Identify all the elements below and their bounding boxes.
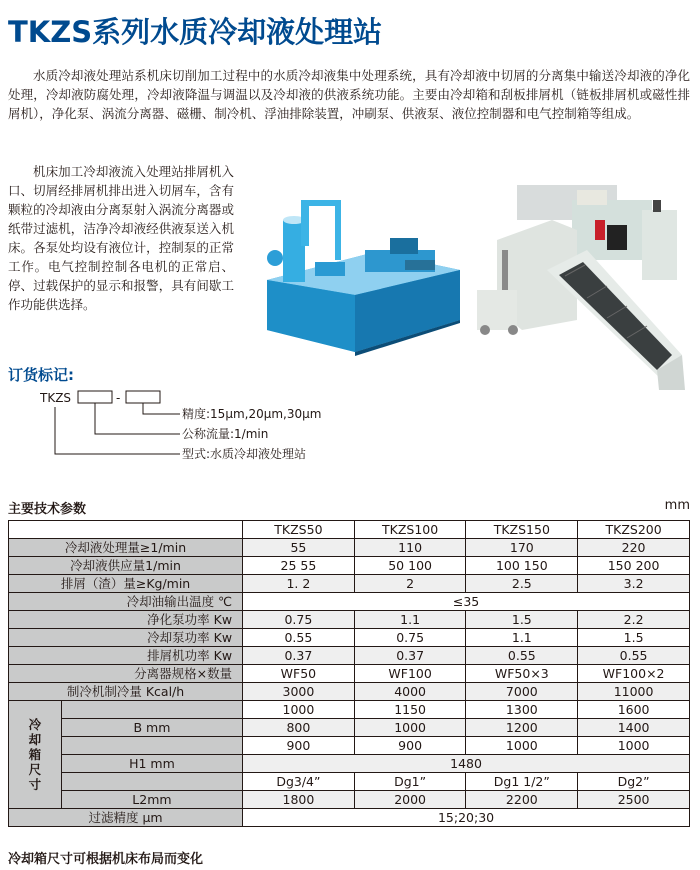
cell: 3000 xyxy=(243,683,355,701)
header-model: TKZS200 xyxy=(578,521,690,539)
cell: 110 xyxy=(354,539,466,557)
cell: Dg1 1/2” xyxy=(466,773,578,791)
order-code-diagram xyxy=(40,386,360,481)
tank-station-photo xyxy=(255,180,470,375)
cell: 1600 xyxy=(578,701,690,719)
params-unit: mm xyxy=(664,498,690,513)
row-label xyxy=(61,773,242,791)
cell: WF100 xyxy=(354,665,466,683)
cell: 25 55 xyxy=(243,557,355,575)
order-label-precision: 精度:15μm,20μm,30μm xyxy=(182,407,322,421)
cell: 1.5 xyxy=(578,629,690,647)
cell: 2200 xyxy=(466,791,578,809)
header-model: TKZS100 xyxy=(354,521,466,539)
cell: 7000 xyxy=(466,683,578,701)
order-marking-heading: 订货标记: xyxy=(8,366,74,384)
cell: 1480 xyxy=(243,755,690,773)
order-code-dash: - xyxy=(116,391,121,405)
cell: 1200 xyxy=(466,719,578,737)
cell: 4000 xyxy=(354,683,466,701)
cell: 0.55 xyxy=(243,629,355,647)
cell: 1000 xyxy=(354,719,466,737)
cell: 900 xyxy=(243,737,355,755)
cell: 1150 xyxy=(354,701,466,719)
cell: Dg3/4” xyxy=(243,773,355,791)
row-label: 制冷机制冷量 Kcal/h xyxy=(9,683,243,701)
table-row xyxy=(9,665,690,683)
cell: Dg2” xyxy=(578,773,690,791)
row-label: 净化泵功率 Kw xyxy=(9,611,243,629)
cell: 3.2 xyxy=(578,575,690,593)
cell: 15;20;30 xyxy=(243,809,690,827)
cell: 1800 xyxy=(243,791,355,809)
cell: 1000 xyxy=(578,737,690,755)
row-label: L2mm xyxy=(61,791,242,809)
cell: 2.2 xyxy=(578,611,690,629)
table-row xyxy=(9,683,690,701)
row-label: 冷却液处理量≥1/min xyxy=(9,539,243,557)
cell: 0.75 xyxy=(354,629,466,647)
cell: 1000 xyxy=(243,701,355,719)
cell: 900 xyxy=(354,737,466,755)
conveyor-system-photo xyxy=(477,180,692,390)
row-label: 冷却油输出温度 ℃ xyxy=(9,593,243,611)
order-label-type: 型式:水质冷却液处理站 xyxy=(182,447,307,461)
row-label: B mm xyxy=(61,719,242,737)
table-row xyxy=(9,575,690,593)
cell: Dg1” xyxy=(354,773,466,791)
tank-size-label-text: 冷却箱尺寸 xyxy=(28,717,42,792)
cell: 2500 xyxy=(578,791,690,809)
row-label xyxy=(61,701,242,719)
order-label-flow: 公称流量:1/min xyxy=(182,427,269,441)
flow-code-box xyxy=(78,391,112,403)
header-blank-cell xyxy=(9,521,243,539)
cell: 170 xyxy=(466,539,578,557)
cell: 11000 xyxy=(578,683,690,701)
cell: 1.1 xyxy=(466,629,578,647)
row-label: 排屑（渣）量≥Kg/min xyxy=(9,575,243,593)
table-row xyxy=(9,539,690,557)
cell: 0.55 xyxy=(466,647,578,665)
table-header-row xyxy=(9,521,690,539)
page-title: TKZS系列水质冷却液处理站 xyxy=(8,15,383,49)
cell: 1.5 xyxy=(466,611,578,629)
spec-table xyxy=(8,520,690,827)
description-paragraph: 机床加工冷却液流入处理站排屑机入口、切屑经排屑机排出进入切屑车，含有颗粒的冷却液由分离泵射入涡流分离器或纸带过滤机，洁净冷却液经供液泵送入机床。各泵处均设有液位计，控制泵的正常工作。电气控制控制各电机的正常启、停、过载保护的显示和报警，具有间歇工作功能供选择。 xyxy=(8,164,234,312)
cell: 800 xyxy=(243,719,355,737)
table-row xyxy=(9,629,690,647)
order-code-prefix: TKZS xyxy=(40,391,72,405)
cell: 55 xyxy=(243,539,355,557)
cell: 220 xyxy=(578,539,690,557)
cell: 2.5 xyxy=(466,575,578,593)
table-row xyxy=(9,773,690,791)
row-label: 排屑机功率 Kw xyxy=(9,647,243,665)
cell: 2 xyxy=(354,575,466,593)
table-row xyxy=(9,737,690,755)
table-row xyxy=(9,593,690,611)
table-row xyxy=(9,809,690,827)
cell: 0.37 xyxy=(243,647,355,665)
table-row xyxy=(9,755,690,773)
table-row xyxy=(9,611,690,629)
table-row xyxy=(9,701,690,719)
cell: WF100×2 xyxy=(578,665,690,683)
row-label: H1 mm xyxy=(61,755,242,773)
header-model: TKZS150 xyxy=(466,521,578,539)
row-label: 过滤精度 μm xyxy=(9,809,243,827)
footnote: 冷却箱尺寸可根据机床布局而变化 xyxy=(8,852,204,867)
cell: 1400 xyxy=(578,719,690,737)
cell: 2000 xyxy=(354,791,466,809)
cell: 100 150 xyxy=(466,557,578,575)
row-label: 冷却泵功率 Kw xyxy=(9,629,243,647)
cell: 0.37 xyxy=(354,647,466,665)
header-model: TKZS50 xyxy=(243,521,355,539)
tank-size-label xyxy=(9,701,62,809)
cell: ≤35 xyxy=(243,593,690,611)
table-row xyxy=(9,647,690,665)
cell: WF50×3 xyxy=(466,665,578,683)
cell: 1000 xyxy=(466,737,578,755)
cell: 50 100 xyxy=(354,557,466,575)
precision-code-box xyxy=(126,391,160,403)
row-label: 分离器规格×数量 xyxy=(9,665,243,683)
intro-paragraph: 水质冷却液处理站系机床切削加工过程中的水质冷却液集中处理系统，具有冷却液中切屑的分离集中输送冷却液的净化处理，冷却液防腐处理，冷却液降温与调温以及冷却液的供液系统功能。主要由冷却箱和刮板排屑机（链板排屑机或磁性排屑机），净化泵、涡流分离器、磁栅、制冷机、浮油排除装置，冲刷泵、供液泵、液位控制器和电气控制箱等组成。 xyxy=(8,68,690,121)
table-row xyxy=(9,719,690,737)
cell: WF50 xyxy=(243,665,355,683)
cell: 0.75 xyxy=(243,611,355,629)
cell: 1.1 xyxy=(354,611,466,629)
table-row xyxy=(9,557,690,575)
row-label xyxy=(61,737,242,755)
row-label: 冷却液供应量1/min xyxy=(9,557,243,575)
table-row xyxy=(9,791,690,809)
cell: 150 200 xyxy=(578,557,690,575)
cell: 1300 xyxy=(466,701,578,719)
cell: 1. 2 xyxy=(243,575,355,593)
params-heading: 主要技术参数 xyxy=(8,502,87,517)
cell: 0.55 xyxy=(578,647,690,665)
